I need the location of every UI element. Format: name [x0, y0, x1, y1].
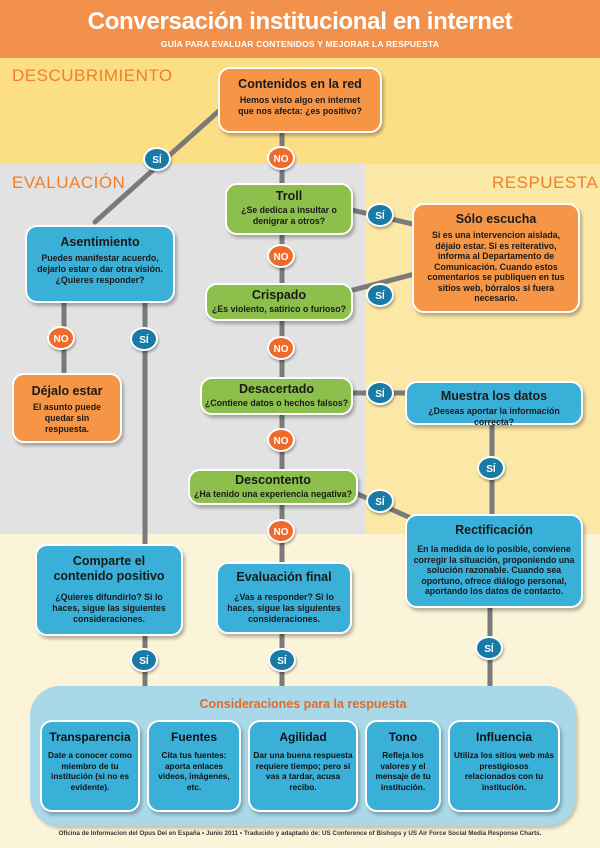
- section-evaluacion: EVALUACIÓN: [12, 173, 126, 192]
- node-asentimiento: [25, 225, 175, 303]
- node-contenidos: [218, 67, 382, 133]
- section-descubrimiento: DESCUBRIMIENTO: [12, 66, 173, 85]
- node-muestra-datos: [405, 381, 583, 425]
- node-comparte-title: Comparte el contenido positivo: [53, 554, 165, 583]
- label-no: NO: [267, 146, 295, 170]
- node-dejalo-text: El asunto puede quedar sin respuesta.: [33, 402, 101, 434]
- node-descontento-title: Descontento: [235, 473, 311, 487]
- page-title: Conversación institucional en internet: [87, 8, 513, 35]
- node-troll-text: ¿Se dedica a insultar o denigrar a otros?: [241, 205, 337, 226]
- consideration-text: Utiliza los sitios web más prestigiosos relacionados con tu institución.: [453, 750, 555, 792]
- label-si: SÍ: [366, 489, 394, 513]
- label-si: SÍ: [130, 327, 158, 351]
- label-no: NO: [267, 428, 295, 452]
- label-no: NO: [47, 326, 75, 350]
- section-respuesta: RESPUESTA: [492, 173, 599, 192]
- node-dejalo-title: Déjalo estar: [31, 384, 103, 398]
- consideration-title: Influencia: [475, 730, 532, 744]
- node-solo-escucha-title: Sólo escucha: [455, 212, 537, 226]
- node-contenidos-text: Hemos visto algo en internet que nos afecta: ¿es positivo?: [238, 95, 362, 116]
- consideration-title: Fuentes: [170, 730, 217, 744]
- node-comparte-text: ¿Quieres difundirlo? Si lo haces, sigue las siguientes consideraciones.: [52, 592, 166, 624]
- label-si: SÍ: [366, 381, 394, 405]
- node-crispado: [205, 283, 353, 321]
- node-rectificacion-title: Rectificación: [455, 523, 533, 537]
- node-rectificacion-text: En la medida de lo posible, conviene corregir la situación, proponiendo una solución razonable. Cuando sea oportuno, ofrece diálogo personal, aportando los datos de contacto.: [413, 544, 575, 596]
- label-no: NO: [267, 244, 295, 268]
- label-si: SÍ: [366, 283, 394, 307]
- consideration-influencia: [448, 720, 560, 812]
- node-desacertado-text: ¿Contiene datos o hechos falsos?: [204, 398, 349, 408]
- node-rectificacion: [405, 514, 583, 608]
- node-desacertado-title: Desacertado: [238, 382, 315, 396]
- consideration-agilidad: [248, 720, 358, 812]
- consideration-title: Tono: [388, 730, 418, 744]
- node-comparte: [35, 544, 183, 636]
- node-asentimiento-title: Asentimiento: [60, 235, 140, 249]
- node-crispado-title: Crispado: [251, 288, 307, 302]
- node-contenidos-title: Contenidos en la red: [238, 77, 362, 91]
- label-si: SÍ: [130, 648, 158, 672]
- node-troll: [225, 183, 353, 235]
- consideration-text: Cita tus fuentes: aporta enlaces videos, imágenes, etc.: [158, 750, 230, 792]
- node-crispado-text: ¿Es violento, satírico o furioso?: [212, 304, 346, 314]
- label-si: SÍ: [475, 636, 503, 660]
- node-dejalo-estar: [12, 373, 122, 443]
- consideration-text: Refleja los valores y el mensaje de tu institución.: [375, 750, 431, 792]
- label-no: NO: [267, 519, 295, 543]
- node-desacertado: [200, 377, 353, 415]
- label-no: NO: [267, 336, 295, 360]
- consideration-fuentes: [147, 720, 241, 812]
- label-si: SÍ: [477, 456, 505, 480]
- node-descontento-text: ¿Ha tenido una experiencia negativa?: [194, 489, 352, 499]
- consideration-text: Date a conocer como miembro de tu institución (si no es evidente).: [48, 750, 132, 792]
- node-solo-escucha: [412, 203, 580, 313]
- label-si: SÍ: [143, 147, 171, 171]
- node-muestra-title: Muestra los datos: [440, 389, 548, 403]
- node-evaluacion-final: [216, 562, 352, 634]
- node-asentimiento-text: Puedes manifestar acuerdo, dejarlo estar o dar otra visión. ¿Quieres responder?: [37, 253, 163, 285]
- node-muestra-text: ¿Deseas aportar la información correcta?: [428, 406, 560, 427]
- footer-credits: Oficina de Informacion del Opus Dei en España • Junio 2011 • Traducido y adaptado de: US Conference of Bishops y US Air Force Social Media Response Charts.: [58, 830, 542, 837]
- node-solo-escucha-text: Si es una intervencion aislada, déjalo estar. Si es reiterativo, informa al Departamento de Comunicación. Cuando estos comentarios se publiquen en tus sitios web, bórralos si fuera necesario.: [427, 230, 565, 303]
- node-evaluacion-final-text: ¿Vas a responder? Si lo haces, sigue las siguientes consideraciones.: [227, 592, 341, 624]
- considerations-title: Consideraciones para la respuesta: [199, 697, 407, 711]
- label-si: SÍ: [366, 203, 394, 227]
- consideration-text: Dar una buena respuesta requiere tiempo; pero si vas a tardar, acusa recibo.: [253, 750, 353, 792]
- consideration-tono: [365, 720, 441, 812]
- page-subtitle: GUÍA PARA EVALUAR CONTENIDOS Y MEJORAR LA RESPUESTA: [160, 39, 440, 49]
- consideration-title: Agilidad: [279, 730, 327, 744]
- node-troll-title: Troll: [275, 189, 303, 203]
- node-descontento: [188, 469, 358, 505]
- consideration-title: Transparencia: [49, 730, 131, 744]
- label-si: SÍ: [268, 648, 296, 672]
- node-evaluacion-final-title: Evaluación final: [236, 570, 332, 584]
- consideration-transparencia: [40, 720, 140, 812]
